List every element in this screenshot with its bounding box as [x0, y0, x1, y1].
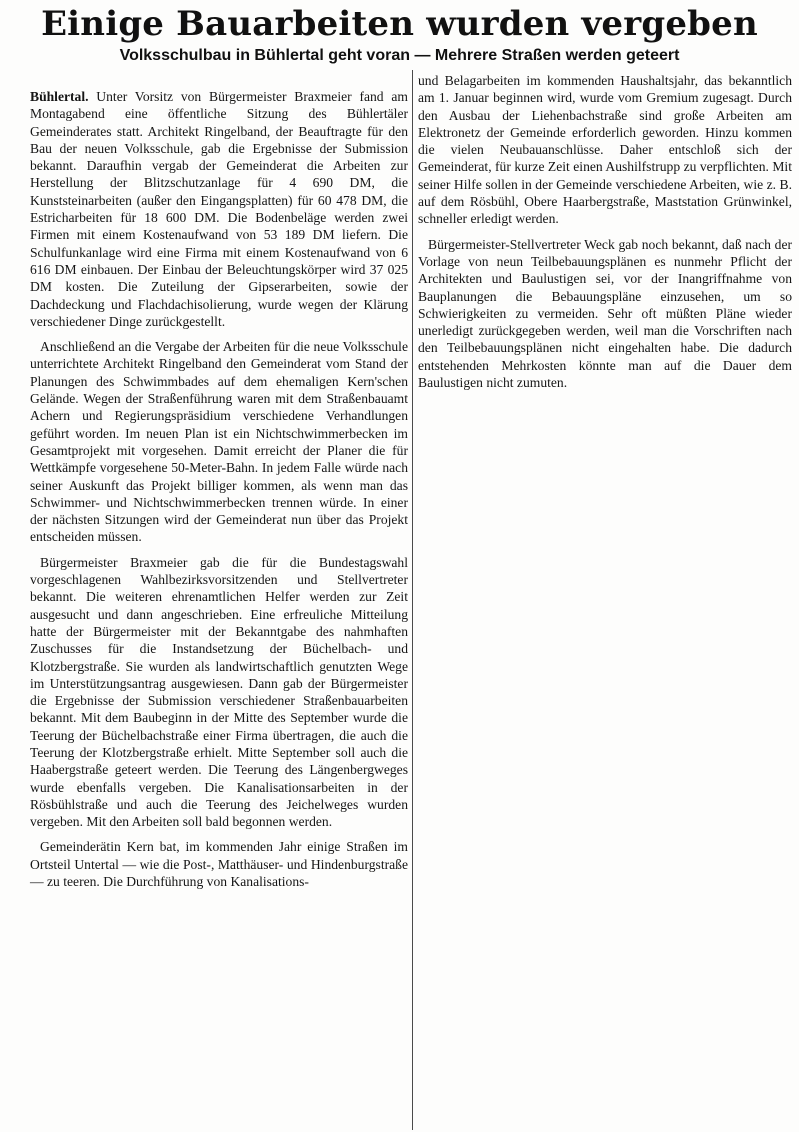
subheadline: Volksschulbau in Bühlertal geht voran — Mehrere Straßen werden geteert: [119, 47, 680, 64]
paragraph-4: Gemeinderätin Kern bat, im kommenden Jahr einige Straßen im Ortsteil Untertal — wie die Post-, Matthäuser- und Hindenburgstraße — zu teeren. Die Durchführung von Kanalisations-: [30, 839, 408, 890]
right-column: [418, 72, 792, 399]
paragraph-2: Anschließend an die Vergabe der Arbeiten für die neue Volksschule unterrichtete Architekt Ringelband den Gemeinderat vom Stand der Planungen des Schwimmbades auf dem ehemaligen Kern'schen Gelände. Wegen der Straßenführung waren mit dem Straßenbauamt Achern und Regierungspräsidium verschiedene Verhandlungen geführt worden. Im neuen Plan ist ein Nichtschwimmerbecken im Gesamtprojekt mit vorgesehen. Damit erreicht der Planer die für Wettkämpfe vorgesehene 50-Meter-Bahn. In jedem Falle würde nach seiner Auskunft das Projekt billiger kommen, als wenn man das Schwimmer- und Nichtschwimmerbecken trennen würde. In einer der nächsten Sitzungen wird der Gemeinderat nun über das Projekt entscheiden müssen.: [30, 339, 408, 545]
column-divider: [412, 70, 413, 1130]
headline: Einige Bauarbeiten wurden vergeben: [41, 4, 758, 44]
left-column: [30, 88, 408, 898]
paragraph-5: und Belagarbeiten im kommenden Haushaltsjahr, das bekanntlich am 1. Januar beginnen wird, wurde vom Gremium zugesagt. Durch den Ausbau der Liehenbachstraße sind große Arbeiten am Elektronetz der Gemeinde erforderlich geworden. Hinzu kommen die vielen Neubauanschlüsse. Daher entschloß sich der Gemeinderat, für kurze Zeit einen Aushilfstrupp zu verpflichten. Mit seiner Hilfe sollen in der Gemeinde verschiedene Arbeiten, wie z. B. auf dem Rösbühl, Obere Haarbergstraße, Maststation Grünwinkel, schneller erledigt werden.: [418, 73, 792, 227]
paragraph-1: [30, 88, 408, 330]
paragraph-3: Bürgermeister Braxmeier gab die für die Bundestagswahl vorgeschlagenen Wahlbezirksvorsitzenden und Stellvertreter bekannt. Die weiteren ehrenamtlichen Helfer werden zur Zeit ausgesucht und dann angeschrieben. Eine erfreuliche Mitteilung hatte der Bürgermeister mit der Bekanntgabe des nahmhaften Zuschusses für die Instandsetzung der Büchelbach- und Klotzbergstraße. Sie wurden als landwirtschaftlich genutzten Wege im Unterstützungsantrag ausgewiesen. Dann gab der Bürgermeister die Ergebnisse der Submission verschiedener Straßenbauarbeiten bekannt. Mit dem Baubeginn in der Mitte des September wurde die Teerung der Büchelbachstraße einer Firma übertragen, die auch die Teerung der Klotzbergstraße erhielt. Mitte September soll auch die Haabergstraße geteert werden. Die Teerung des Längenbergweges wurde ebenfalls vergeben. Die Kanalisationsarbeiten in der Rösbühlstraße und auch die Teerung des Jeichelweges wurden vergeben. Mit den Arbeiten soll bald begonnen werden.: [30, 554, 408, 830]
paragraph-6: Bürgermeister-Stellvertreter Weck gab noch bekannt, daß nach der Vorlage von neun Teilbebauungsplänen es nunmehr Pflicht der Architekten und Baulustigen sei, vor der Inangriffnahme von Bauplanungen die Bebauungspläne einzusehen, um so Schwierigkeiten zu vermeiden. Sehr oft müßten Pläne wieder unerledigt zurückgegeben werden, weil man die Vorschriften nach den Teilbebauungsplänen nicht eingehalten habe. Die dadurch entstehenden Mehrkosten könnte man auf die Dauer dem Baulustigen nicht zumuten.: [418, 236, 792, 391]
dateline: Bühlertal.: [30, 89, 89, 104]
paragraph-1-text: Unter Vorsitz von Bürgermeister Braxmeier fand am Montagabend eine öffentliche Sitzung des Bühlertäler Gemeinderates statt. Architekt Ringelband, der Beauftragte für den Bau der neuen Volksschule, gab die Ergebnisse der Submission bekannt. Daraufhin vergab der Gemeinderat die Arbeiten zur Herstellung der Blitzschutzanlage für 4 690 DM, die Kunststeinarbeiten (außer den Eingangsplatten) für 60 478 DM, die Estricharbeiten für 18 600 DM. Die Bodenbeläge werden zwei Firmen mit einem Kostenaufwand von 53 189 DM liefern. Die Schulfunkanlage wird eine Firma mit einem Kostenaufwand von 6 616 DM einbauen. Der Einbau der Beleuchtungskörper wird 37 025 DM kosten. Die Zuteilung der Gipserarbeiten, sowie der Dachdeckung und Flachdachisolierung, wurde wegen der Klärung verschiedener Dinge zurückgestellt.: [30, 89, 408, 329]
